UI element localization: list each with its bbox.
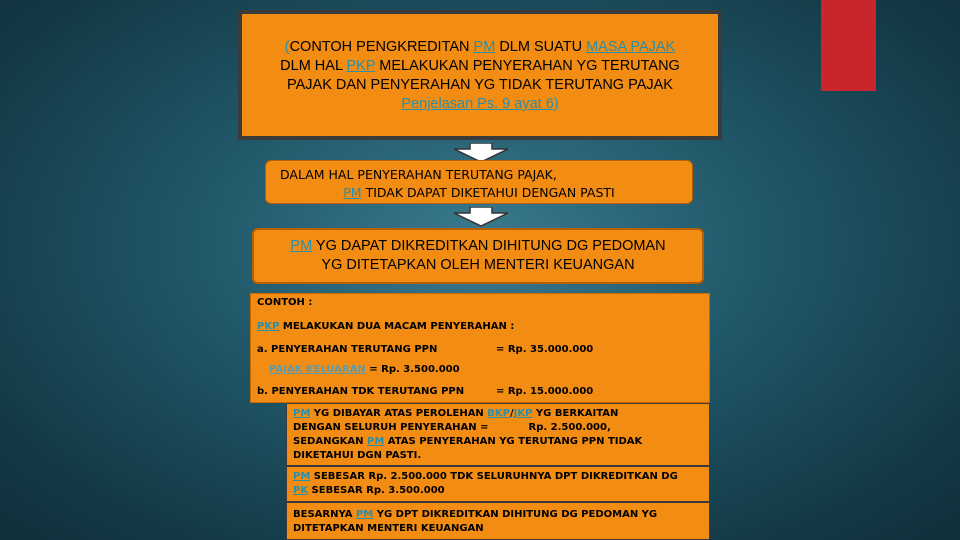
jkp-link[interactable]: JKP — [513, 408, 533, 419]
pm-link[interactable]: PM — [355, 509, 374, 520]
statement-line-1: DALAM HAL PENYERAHAN TERUTANG PAJAK, — [280, 167, 557, 182]
note-1-line-1 — [293, 407, 703, 421]
note-2-line-2 — [293, 484, 703, 498]
example-title: CONTOH : — [257, 297, 313, 308]
example-b-line — [257, 385, 594, 399]
title-line-2 — [252, 57, 708, 76]
statement-box — [265, 160, 693, 204]
note-text: ATAS PENYERAHAN YG TERUTANG PPN TIDAK — [384, 436, 643, 447]
example-pkp-line — [257, 320, 514, 334]
penjelasan-link[interactable]: Penjelasan Ps. 9 ayat 6) — [401, 96, 559, 112]
example-a-line — [257, 343, 594, 357]
pm-link[interactable]: PM — [293, 408, 311, 419]
note-text: SEBESAR Rp. 3.500.000 — [308, 485, 445, 496]
title-line-4 — [252, 95, 708, 114]
example-box — [250, 293, 710, 403]
note-text: YG DIBAYAR ATAS PEROLEHAN — [310, 408, 488, 419]
pajak-keluaran-link[interactable]: PAJAK KELUARAN — [269, 364, 366, 375]
pkp-link[interactable]: PKP — [257, 321, 280, 332]
pm-link[interactable]: PM — [293, 471, 311, 482]
example-a-label: a. PENYERAHAN TERUTANG PPN — [257, 344, 438, 355]
note-1-line-4: DIKETAHUI DGN PASTI. — [293, 450, 422, 461]
example-pk-line — [269, 363, 460, 377]
pm-link[interactable]: PM — [367, 436, 385, 447]
rule-line-2: YG DITETAPKAN OLEH MENTERI KEUANGAN — [321, 257, 635, 273]
note-amount: Rp. 2.500.000, — [528, 422, 611, 433]
note-box-1 — [286, 403, 710, 466]
statement-text: TIDAK DAPAT DIKETAHUI DENGAN PASTI — [361, 185, 615, 200]
note-1-line-2 — [293, 421, 703, 435]
pkp-link[interactable]: PKP — [346, 58, 376, 74]
note-1-line-3 — [293, 435, 703, 449]
note-box-2 — [286, 466, 710, 502]
pk-link[interactable]: PK — [293, 485, 309, 496]
title-text: DLM SUATU — [495, 39, 587, 55]
title-text: DLM HAL — [280, 58, 347, 74]
down-arrow-icon — [452, 207, 510, 227]
note-text: SEDANGKAN — [293, 436, 367, 447]
note-3-line-2: DITETAPKAN MENTERI KEUANGAN — [293, 523, 484, 534]
pm-link[interactable]: PM — [290, 238, 313, 254]
title-text: CONTOH PENGKREDITAN — [289, 39, 474, 55]
masa-pajak-link[interactable]: MASA PAJAK — [586, 39, 676, 55]
note-text: YG DPT DIKREDITKAN DIHITUNG DG PEDOMAN YG — [373, 509, 658, 520]
note-3-line-1 — [293, 508, 703, 522]
rule-box — [252, 228, 704, 284]
accent-tab — [821, 0, 876, 91]
title-line-1 — [252, 38, 708, 57]
example-a-value: = Rp. 35.000.000 — [496, 344, 594, 355]
title-line-3: PAJAK DAN PENYERAHAN YG TIDAK TERUTANG PAJAK — [287, 77, 673, 93]
statement-line-2 — [272, 184, 686, 202]
note-text: BESARNYA — [293, 509, 356, 520]
title-box — [238, 10, 722, 140]
note-box-3 — [286, 502, 710, 540]
note-text: / — [509, 408, 514, 419]
example-b-label: b. PENYERAHAN TDK TERUTANG PPN — [257, 386, 465, 397]
rule-text: YG DAPAT DIKREDITKAN DIHITUNG DG PEDOMAN — [312, 238, 666, 254]
pm-link[interactable]: PM — [473, 39, 496, 55]
note-text: SEBESAR Rp. 2.500.000 TDK SELURUHNYA DPT DIKREDITKAN DG — [310, 471, 678, 482]
note-2-line-1 — [293, 470, 703, 484]
pm-link[interactable]: PM — [343, 185, 362, 200]
example-pk-value: = Rp. 3.500.000 — [365, 364, 460, 375]
example-b-value: = Rp. 15.000.000 — [496, 386, 594, 397]
note-text: DENGAN SELURUH PENYERAHAN = — [293, 422, 489, 433]
bkp-link[interactable]: BKP — [487, 408, 510, 419]
rule-line-1 — [258, 237, 698, 256]
title-text: MELAKUKAN PENYERAHAN YG TERUTANG — [375, 58, 680, 74]
example-text: MELAKUKAN DUA MACAM PENYERAHAN : — [279, 321, 515, 332]
note-text: YG BERKAITAN — [532, 408, 619, 419]
paren-link[interactable]: ( — [284, 39, 290, 55]
